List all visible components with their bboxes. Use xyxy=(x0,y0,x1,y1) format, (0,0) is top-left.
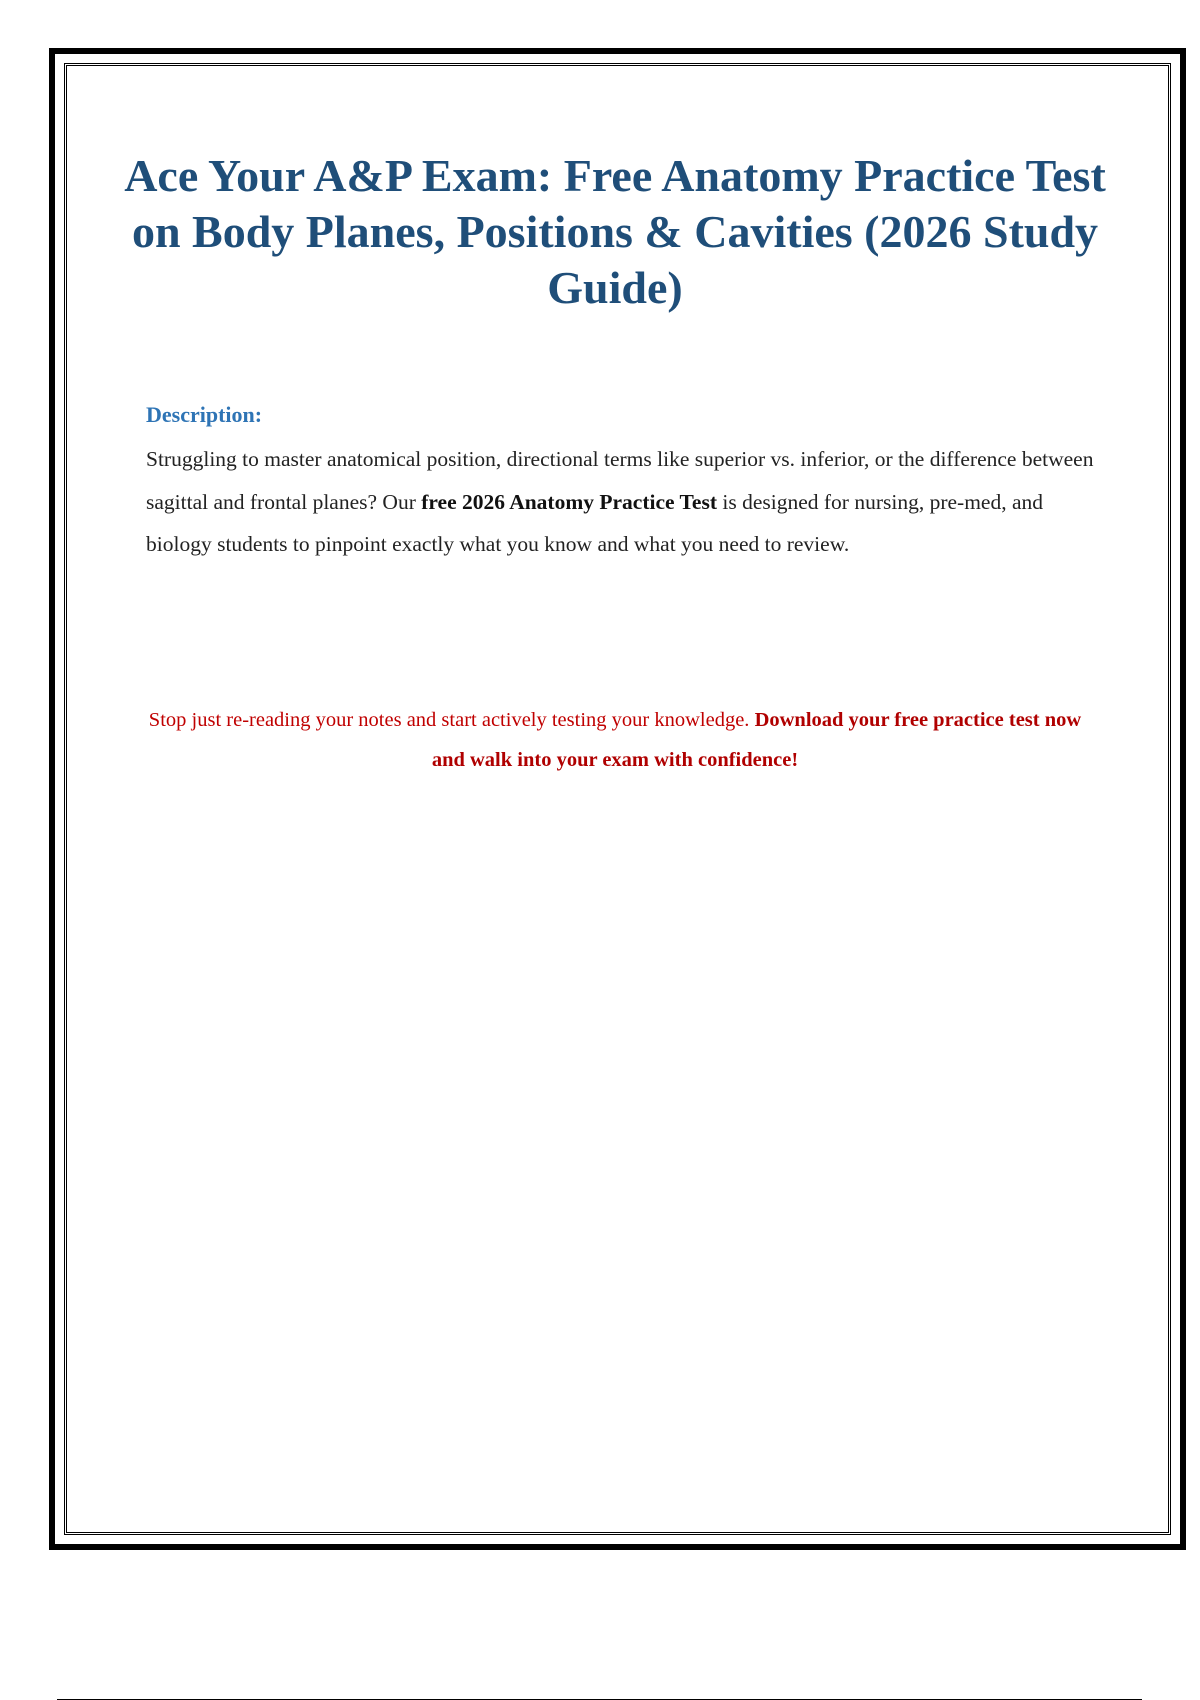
description-text-start: Struggling to master anatomical position, directional terms like superior vs. inferior, or the difference between sagittal and frontal planes? Our xyxy=(146,447,1094,514)
cta-bold-text: Download your free practice test now and walk into your exam with confidence! xyxy=(431,709,1082,771)
description-paragraph xyxy=(146,438,1096,566)
description-heading: Description: xyxy=(146,402,263,427)
description-bold-product: free 2026 Anatomy Practice Test xyxy=(421,489,717,514)
document-title: Ace Your A&P Exam: Free Anatomy Practice Test on Body Planes, Positions & Cavities (2026 Study Guide) xyxy=(124,150,1106,313)
call-to-action xyxy=(140,700,1090,780)
cta-plain-text: Stop just re-reading your notes and start actively testing your knowledge. xyxy=(148,709,755,731)
description-text-end: is designed for nursing, pre-med, and biology students to pinpoint exactly what you know and what you need to review. xyxy=(146,489,1044,556)
